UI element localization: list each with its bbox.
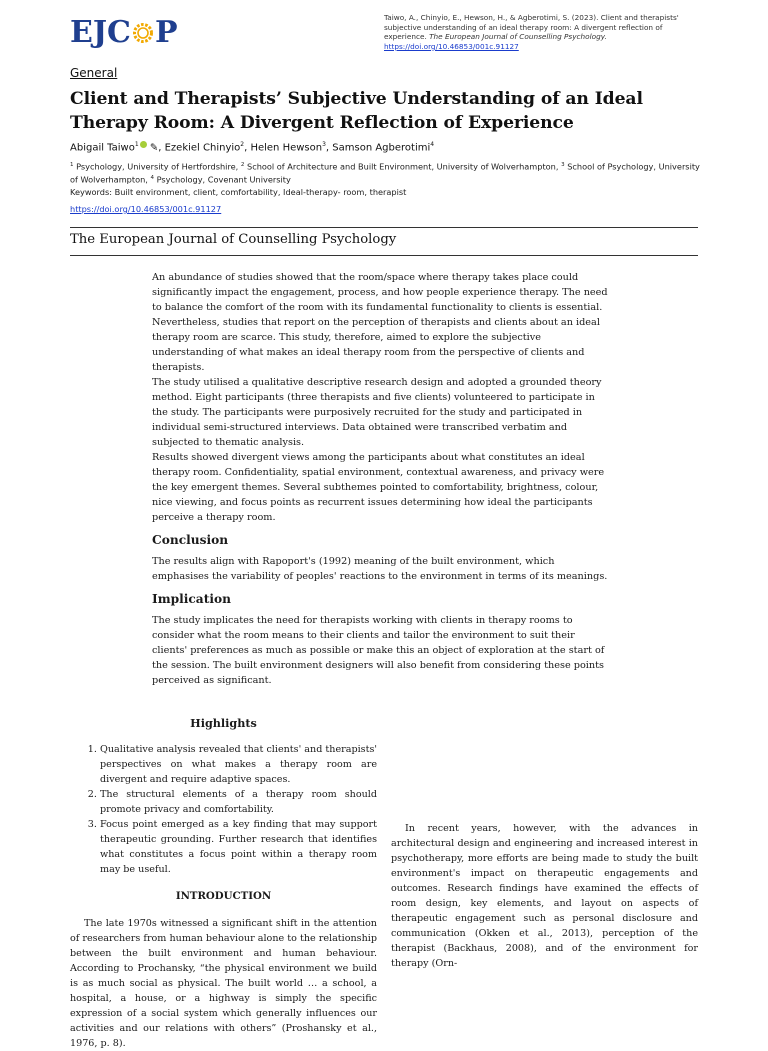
author-name[interactable]: Samson Agberotimi <box>332 142 431 154</box>
affil-text: School of Architecture and Built Environment, University of Wolverhampton, <box>247 161 559 172</box>
citation-journal: The European Journal of Counselling Psychology. <box>429 32 607 42</box>
section-label[interactable]: General <box>70 66 118 80</box>
highlights-heading: Highlights <box>190 716 257 730</box>
journal-name: The European Journal of Counselling Psychology <box>70 232 397 247</box>
affiliations <box>70 160 700 186</box>
introduction-continuation <box>391 716 698 821</box>
logo-text-right: P <box>154 14 178 50</box>
affil-text: Psychology, University of Hertfordshire, <box>76 161 239 172</box>
author-name[interactable]: Helen Hewson <box>250 142 323 154</box>
abstract-paragraph: Results showed divergent views among the participants about what constitutes an ideal therapy room. Confidentiality, spatial environment, contextual awareness, and privacy were the key emergent themes. Several subthemes pointed to comfortability, brightness, colour, nice viewing, and focus points as recurrent issues determining how ideal the participants perceive a therapy room. <box>152 452 605 523</box>
implication-text: The study implicates the need for therapists working with clients in therapy rooms to consider what the room means to their clients and tailor the environment to suit their clients' preferences as much as possible or make this an object of exploration at the start of the session. The built environment designers will also benefit from considering these points perceived as significant. <box>152 615 605 686</box>
introduction-paragraph: The late 1970s witnessed a significant shift in the attention of researchers from human behaviour alone to the relationship between the built environment and human behaviour. According to Prochansky, “the physical environment we build is as much social as physical. The built world … a school, a hospital, a house, or a highway is simply the specific expression of a social system which generally influences our activities and our relations with others” (Proshansky et al., 1976, p. 8). <box>70 918 377 1049</box>
citation-block <box>384 13 694 51</box>
author-name[interactable]: Abigail Taiwo <box>70 142 135 154</box>
left-column <box>70 716 377 1049</box>
author-sup: 4 <box>430 141 435 148</box>
affil-sup: 3 <box>561 162 565 168</box>
keywords: Keywords: Built environment, client, comfortability, Ideal-therapy- room, therapist <box>70 187 407 197</box>
article-title: Client and Therapists’ Subjective Understanding of an Ideal Therapy Room: A Divergent Reflection of Experience <box>70 89 643 133</box>
introduction-paragraph: In recent years, however, with the advances in architectural design and engineering and increased interest in psychotherapy, more efforts are being made to study the built environment's impact on therapeutic engagements and outcomes. Research findings have examined the effects of room design, key elements, and layout on aspects of therapeutic engagement such as personal disclosure and communication (Okken et al., 2013), perception of the therapist (Backhaus, 2008), and of the environment for therapy (Orn- <box>391 823 698 969</box>
affil-sup: 4 <box>150 175 154 182</box>
author-sup: 3 <box>322 141 326 148</box>
right-column <box>391 716 698 971</box>
author-sup: 1 <box>134 141 139 148</box>
journal-logo <box>70 12 178 52</box>
author-list: Abigail Taiwo$^1$ ✎, Ezekiel Chinyio$^2$, Helen Hewson$^3$, Samson Agberotimi$^4$ <box>70 141 435 154</box>
affil-sup: 2 <box>240 162 245 168</box>
citation-doi-link[interactable]: https://doi.org/10.46853/001c.91127 <box>384 41 519 51</box>
abstract-paragraph: An abundance of studies showed that the room/space where therapy takes place could significantly impact the engagement, process, and how people experience therapy. The need to balance the comfort of the room with its fundamental functionality to clients is essential. Nevertheless, studies that report on the perception of therapists and clients about an ideal therapy room are scarce. This study, therefore, aimed to explore the subjective understanding of what makes an ideal therapy room from the perspective of clients and therapists. <box>152 272 608 373</box>
divider-top <box>70 227 698 228</box>
logo-text-left: EJC <box>70 14 131 50</box>
introduction-heading: INTRODUCTION <box>175 890 272 902</box>
conclusion-heading: Conclusion <box>152 533 229 547</box>
doi-link[interactable]: https://doi.org/10.46853/001c.91127 <box>70 204 222 214</box>
highlight-item: 3. Focus point emerged as a key finding that may support therapeutic grounding. Further research that identifies what constitutes a focus point within a therapy room may be useful. <box>100 817 377 877</box>
citation-text: Taiwo, A., Chinyio, E., Hewson, H., & Agberotimi, S. (2023). Client and therapists' subjective understanding of an ideal therapy room: A divergent reflection of experience. <box>384 13 679 42</box>
abstract-paragraph: The study utilised a qualitative descriptive research design and adopted a grounded theory method. Eight participants (three therapists and five clients) volunteered to participate in the study. The participants were purposively recruited for the study and participated in individual semi-structured interviews. Data obtained were transcribed verbatim and subjected to thematic analysis. <box>152 377 602 448</box>
pencil-icon: ✎ <box>149 142 159 154</box>
highlights-list <box>70 742 377 877</box>
divider-bottom <box>70 255 698 256</box>
highlight-item: 1. Qualitative analysis revealed that clients' and therapists' perspectives on what makes a therapy room are divergent and require adaptive spaces. <box>100 742 377 787</box>
abstract <box>152 270 612 688</box>
implication-heading: Implication <box>152 592 231 606</box>
gear-icon <box>132 22 154 44</box>
conclusion-text: The results align with Rapoport's (1992) meaning of the built environment, which emphasises the variability of peoples' reactions to the environment in terms of its meanings. <box>152 556 608 582</box>
orcid-icon[interactable] <box>140 141 147 148</box>
affil-text: School of Psychology, University of Wolverhampton, <box>70 161 700 185</box>
affil-sup: 1 <box>70 162 74 168</box>
highlight-item: 2. The structural elements of a therapy room should promote privacy and comfortability. <box>100 787 377 817</box>
affil-text: Psychology, Covenant University <box>156 174 291 185</box>
author-name[interactable]: Ezekiel Chinyio <box>164 142 241 154</box>
author-sup: 2 <box>240 141 245 148</box>
